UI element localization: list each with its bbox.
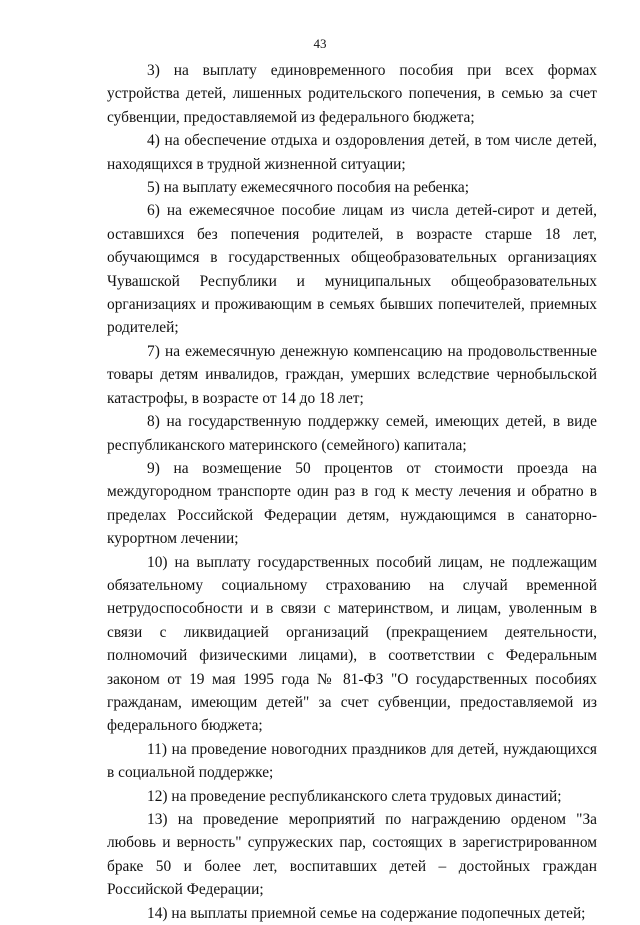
page-number: 43 [313, 36, 327, 51]
list-item-13: 13) на проведение мероприятий по награждению орденом "За любовь и верность" супружеских пар, состоящих в зарегистрированном браке 50 и более лет, воспитавших детей – достойных граждан Российской Федерации; [107, 811, 597, 899]
list-item-7: 7) на ежемесячную денежную компенсацию на продовольственные товары детям инвалидов, граждан, умерших вследствие чернобыльской катастрофы, в возрасте от 14 до 18 лет; [107, 342, 597, 407]
list-item-12: 12) на проведение республиканского слета трудовых династий; [147, 787, 562, 805]
list-item-14: 14) на выплаты приемной семье на содержание подопечных детей; [147, 904, 586, 922]
list-item-10: 10) на выплату государственных пособий лицам, не подлежащим обязательному социальному страхованию на случай временной нетрудоспособности и в связи с материнством, и лицам, уволенным в связи с ликвидацией организаций (прекращением деятельности, полномочий физическими лицами), в соответствии с Федеральным законом от 19 мая 1995 года № 81-ФЗ "О государственных пособиях гражданам, имеющим детей" за счет субвенции, предоставляемой из федерального бюджета; [107, 553, 597, 735]
list-item-8: 8) на государственную поддержку семей, имеющих детей, в виде республиканского материнского (семейного) капитала; [107, 413, 597, 454]
list-item-4: 4) на обеспечение отдыха и оздоровления детей, в том числе детей, находящихся в трудной жизненной ситуации; [107, 132, 597, 173]
list-item-3: 3) на выплату единовременного пособия при всех формах устройства детей, лишенных родительского попечения, в семью за счет субвенции, предоставляемой из федерального бюджета; [107, 62, 597, 126]
list-item-11: 11) на проведение новогодних праздников для детей, нуждающихся в социальной поддержке; [107, 740, 597, 782]
list-item-5: 5) на выплату ежемесячного пособия на ребенка; [147, 179, 470, 197]
list-item-9: 9) на возмещение 50 процентов от стоимости проезда на междугородном транспорте один раз в год к месту лечения и обратно в пределах Российской Федерации детям, нуждающимся в санаторно-курортном лечении; [107, 459, 597, 548]
list-item-6: 6) на ежемесячное пособие лицам из числа детей-сирот и детей, оставшихся без попечения родителей, в возрасте старше 18 лет, обучающимся в государственных общеобразовательных организациях Чувашской Республики и муниципальных общеобразовательных организациях и проживающим в семьях бывших попечителей, приемных родителей; [107, 202, 597, 337]
document-body [107, 59, 597, 925]
